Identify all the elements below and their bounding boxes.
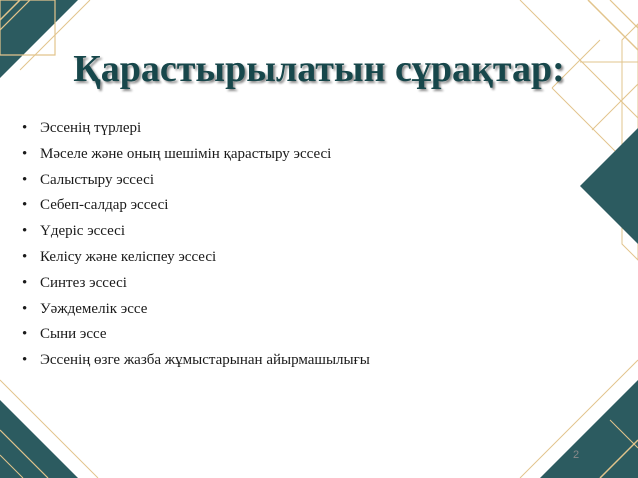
bullet-item	[22, 246, 370, 272]
bullet-item	[22, 272, 370, 298]
bullet-text: Эссенің түрлері	[40, 120, 142, 136]
slide-title: Қарастырылатын сұрақтар:	[73, 48, 565, 90]
bullet-dot: •	[22, 120, 28, 136]
teal-triangle-bottom-right	[540, 380, 638, 478]
bullet-item	[22, 220, 370, 246]
bullet-list	[22, 117, 370, 375]
bullet-item	[22, 117, 370, 143]
bullet-text: Мәселе және оның шешімін қарастыру эссесі	[40, 145, 332, 162]
page-number: 2	[573, 449, 580, 461]
bullet-dot: •	[22, 248, 28, 265]
bullet-item	[22, 349, 370, 375]
bullet-dot: •	[22, 197, 28, 214]
bullet-dot: •	[22, 300, 28, 317]
bullet-item	[22, 143, 370, 169]
bullet-dot: •	[22, 352, 28, 369]
bullet-item	[22, 298, 370, 324]
gold-line-top-right-2	[610, 0, 638, 28]
bullet-text: Салыстыру эссесі	[40, 171, 154, 188]
bullet-dot: •	[22, 171, 28, 188]
bullet-dot: •	[22, 274, 28, 291]
bullet-dot: •	[22, 326, 28, 343]
bullet-text: Уәждемелік эссе	[40, 300, 148, 317]
bullet-text: Сыни эссе	[40, 326, 107, 343]
bullet-text: Келісу және келіспеу эссесі	[40, 248, 217, 265]
gold-line-top-right-1	[588, 0, 638, 50]
bullet-text: Синтез эссесі	[40, 274, 127, 291]
bullet-text: Үдеріс эссесі	[40, 223, 125, 240]
bullet-text: Себеп-салдар эссесі	[40, 197, 169, 214]
bullet-item	[22, 323, 370, 349]
bullet-item	[22, 194, 370, 220]
bullet-dot: •	[22, 223, 28, 240]
bullet-text: Эссенің өзге жазба жұмыстарынан айырмашылығы	[40, 352, 370, 369]
bullet-item	[22, 169, 370, 195]
bullet-dot: •	[22, 145, 28, 162]
